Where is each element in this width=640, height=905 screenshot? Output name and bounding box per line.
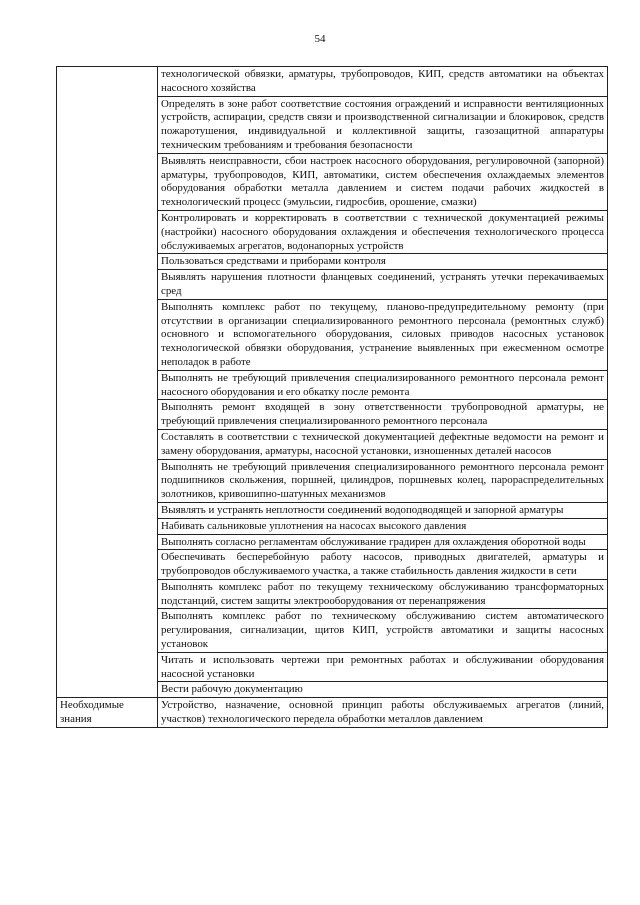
skill-cell: Вести рабочую документацию — [158, 682, 608, 698]
skill-cell: Составлять в соответствии с технической документацией дефектные ведомости на ремонт и замену оборудования, арматуры, насосной установки, изношенных деталей насосов — [158, 429, 608, 459]
skills-label-cell — [57, 67, 158, 698]
knowledge-cell: Устройство, назначение, основной принцип работы обслуживаемых агрегатов (линий, участков) технологического передела обработки металлов давлением — [158, 698, 608, 728]
skill-cell: Выполнять согласно регламентам обслуживание градирен для охлаждения оборотной воды — [158, 534, 608, 550]
skill-cell: Выявлять нарушения плотности фланцевых соединений, устранять утечки перекачиваемых сред — [158, 270, 608, 300]
skill-cell: Выполнять не требующий привлечения специализированного ремонтного персонала ремонт подшипников скольжения, поршней, цилиндров, поршневых колец, парораспределительных золотников, кривошипно-шатунных механизмов — [158, 459, 608, 502]
skill-cell: Определять в зоне работ соответствие состояния ограждений и исправности вентиляционных устройств, аспирации, средств связи и производственной сигнализации и блокировок, средств пожаротушения, индивидуальной и коллективной защиты, газозащитной аппаратуры техническим требованиям и требования безопасности — [158, 96, 608, 153]
skill-cell: Выявлять и устранять неплотности соединений водоподводящей и запорной арматуры — [158, 502, 608, 518]
knowledge-label-cell: Необходимые знания — [57, 698, 158, 728]
table-row-knowledge — [57, 698, 608, 728]
skill-cell: Выполнять комплекс работ по текущему техническому обслуживанию трансформаторных подстанций, систем защиты электрооборудования от перенапряжения — [158, 579, 608, 609]
skill-cell: Обеспечивать бесперебойную работу насосов, приводных двигателей, арматуры и трубопроводов обслуживаемого участка, а также стабильность давления жидкости в сети — [158, 550, 608, 580]
skill-cell: Выполнять комплекс работ по текущему, планово-предупредительному ремонту (при отсутствии в организации специализированного ремонтного персонала (ремонтных служб) основного и вспомогательного оборудования, силовых приводов насосных установок технологической обвязки оборудования, устранение выявленных при ежесменном осмотре неполадок в работе — [158, 299, 608, 370]
skill-cell: Пользоваться средствами и приборами контроля — [158, 254, 608, 270]
skill-cell: Выявлять неисправности, сбои настроек насосного оборудования, регулировочной (запорной) арматуры, трубопроводов, КИП, автоматики, систем обеспечения охлаждаемых элементов оборудования обработки металла давлением и систем подачи рабочих жидкостей в технологический процесс (эмульсии, гидросбив, орошение, смазки) — [158, 153, 608, 210]
skill-cell: Контролировать и корректировать в соответствии с технической документацией режимы (настройки) насосного оборудования охлаждения и обеспечения технологического процесса обслуживаемых агрегатов, водонапорных устройств — [158, 210, 608, 253]
skill-cell: Набивать сальниковые уплотнения на насосах высокого давления — [158, 518, 608, 534]
page-number: 54 — [314, 33, 326, 45]
skill-cell: Выполнять ремонт входящей в зону ответственности трубопроводной арматуры, не требующий привлечения специализированного ремонтного персонала — [158, 400, 608, 430]
competency-table — [56, 66, 608, 728]
skill-cell: технологической обвязки, арматуры, трубопроводов, КИП, средств автоматики на объектах насосного хозяйства — [158, 67, 608, 97]
table-row — [57, 67, 608, 97]
skill-cell: Выполнять комплекс работ по техническому обслуживанию систем автоматического регулирования, сигнализации, щитов КИП, устройств автоматики и защиты насосных установок — [158, 609, 608, 652]
skill-cell: Выполнять не требующий привлечения специализированного ремонтного персонала ремонт насосного оборудования и его обкатку после ремонта — [158, 370, 608, 400]
skill-cell: Читать и использовать чертежи при ремонтных работах и обслуживании оборудования насосной установки — [158, 652, 608, 682]
